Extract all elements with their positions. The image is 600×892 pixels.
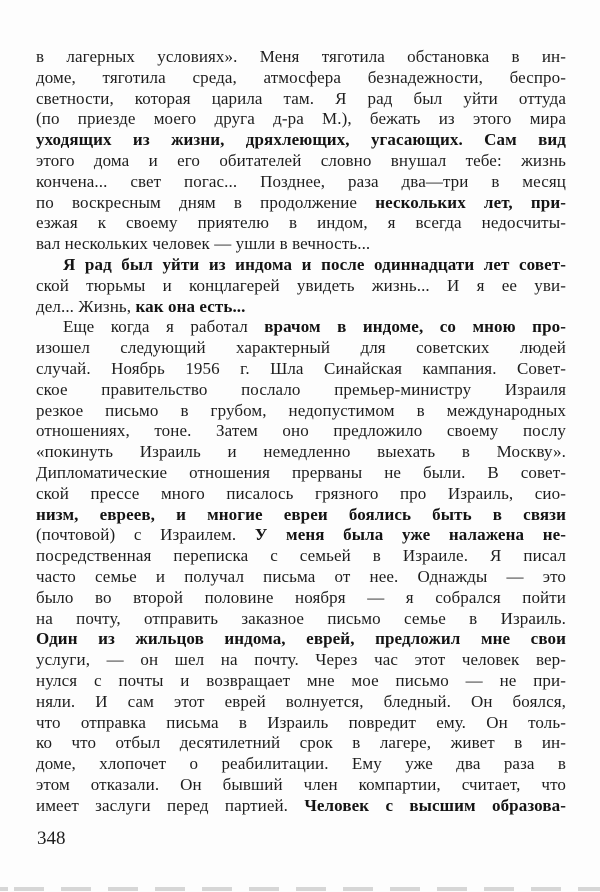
text-segment: в лагерных условиях». Меня тяготила обстановка в ин-	[36, 47, 566, 66]
text-line	[36, 692, 566, 713]
text-line	[36, 546, 566, 567]
text-line	[36, 338, 566, 359]
text-line	[36, 442, 566, 463]
text-segment-bold: Один из жильцов индома, еврей, предложил мне свои	[36, 629, 566, 649]
text-segment: (по приезде моего друга д-ра М.), бежать из этого мира	[36, 109, 566, 129]
text-segment: этого дома и его обитателей словно внушал тебе: жизнь	[36, 150, 566, 170]
text-line	[36, 234, 566, 255]
text-line	[36, 151, 566, 172]
text-segment: Дипломатические отношения прерваны не были. В совет-	[36, 462, 566, 482]
text-segment: имеет заслуги перед партией.	[36, 795, 305, 815]
text-line	[36, 796, 566, 817]
text-line	[36, 567, 566, 588]
text-line	[36, 47, 566, 68]
text-segment: светности, которая царила там. Я рад был уйти оттуда	[36, 88, 566, 108]
text-segment: резкое письмо в грубом, недопустимом в международных	[36, 400, 566, 420]
text-line	[36, 255, 566, 276]
text-line	[36, 421, 566, 442]
text-line	[36, 297, 566, 318]
text-segment: услуги, — он шел на почту. Через час этот человек вер-	[36, 650, 566, 670]
text-line	[36, 775, 566, 796]
text-line	[36, 401, 566, 422]
text-line	[36, 650, 566, 671]
text-segment: нулся с почты и возвращает мне мое письмо — не при-	[36, 670, 566, 690]
text-line	[36, 172, 566, 193]
text-line	[36, 525, 566, 546]
text-segment: езжая к своему приятелю в индом, я всегда недосчиты-	[36, 213, 566, 233]
text-segment-bold: Я рад был уйти из индома и после одиннадцати лет совет-	[63, 254, 566, 274]
text-segment: посредственная переписка с семьей в Израиле. Я писал	[36, 546, 566, 566]
text-segment: было во второй половине ноября — я собрался пойти	[36, 587, 566, 607]
text-segment: ской прессе много писалось грязного про Израиль, сио-	[36, 483, 566, 503]
text-segment: этом отказали. Он бывший член компартии, считает, что	[36, 774, 566, 794]
text-line	[36, 713, 566, 734]
scan-edge-perforation-marks	[0, 887, 600, 891]
text-line	[36, 505, 566, 526]
text-segment: случай. Ноябрь 1956 г. Шла Синайская кампания. Совет-	[36, 358, 566, 378]
text-segment: по воскресным дням в продолжение	[36, 192, 376, 212]
text-segment: изошел следующий характерный для советских людей	[36, 338, 566, 358]
text-line	[36, 109, 566, 130]
text-line	[36, 629, 566, 650]
text-segment: доме, хлопочет о реабилитации. Ему уже два раза в	[36, 754, 566, 774]
text-segment: (почтовой) с Израилем.	[36, 525, 255, 545]
text-line	[36, 276, 566, 297]
text-segment: доме, тяготила среда, атмосфера безнадежности, беспро-	[36, 67, 566, 87]
text-segment: ко что отбыл десятилетний срок в лагере, живет в ин-	[36, 733, 566, 753]
text-segment-bold: как она есть...	[135, 296, 246, 316]
text-segment: что отправка письма в Израиль повредит ему. Он толь-	[36, 712, 566, 732]
text-segment: «покинуть Израиль и немедленно выехать в Москву».	[36, 442, 566, 462]
text-block	[36, 47, 566, 816]
text-line	[36, 671, 566, 692]
text-line	[36, 609, 566, 630]
text-line	[36, 463, 566, 484]
text-segment: вал нескольких человек — ушли в вечность...	[36, 234, 371, 254]
text-line	[36, 359, 566, 380]
text-segment: часто семье и получал письма от нее. Однажды — это	[36, 566, 566, 586]
text-line	[36, 130, 566, 151]
text-segment: ской тюрьмы и концлагерей увидеть жизнь... И я ее уви-	[36, 275, 566, 295]
text-line	[36, 213, 566, 234]
text-line	[36, 484, 566, 505]
text-line	[36, 588, 566, 609]
text-segment-bold: У меня была уже налажена не-	[254, 525, 566, 545]
text-segment-bold: врачом в индоме, со мною про-	[264, 317, 566, 337]
text-line	[36, 754, 566, 775]
text-line	[36, 317, 566, 338]
text-segment: дел... Жизнь,	[36, 296, 136, 316]
text-segment: няли. И сам этот еврей волнуется, бледный. Он боялся,	[36, 691, 566, 711]
text-segment: отношениях, тоне. Затем оно предложило своему послу	[36, 421, 566, 441]
page-number: 348	[37, 828, 66, 849]
text-line	[36, 733, 566, 754]
text-line	[36, 380, 566, 401]
text-segment: на почту, отправить заказное письмо семье в Израиль.	[36, 608, 566, 628]
text-segment: кончена... свет погас... Позднее, раза два—три в месяц	[36, 171, 566, 191]
text-segment-bold: нескольких лет, при-	[375, 192, 566, 212]
text-segment: ское правительство послало премьер-министру Израиля	[36, 379, 566, 399]
text-segment-bold: Человек с высшим образова-	[304, 795, 566, 815]
text-segment: Еще когда я работал	[63, 317, 265, 337]
text-line	[36, 193, 566, 214]
text-line	[36, 89, 566, 110]
text-segment-bold: уходящих из жизни, дряхлеющих, угасающих. Сам вид	[36, 130, 566, 150]
text-line	[36, 68, 566, 89]
text-segment-bold: низм, евреев, и многие евреи боялись быть в связи	[36, 504, 566, 524]
